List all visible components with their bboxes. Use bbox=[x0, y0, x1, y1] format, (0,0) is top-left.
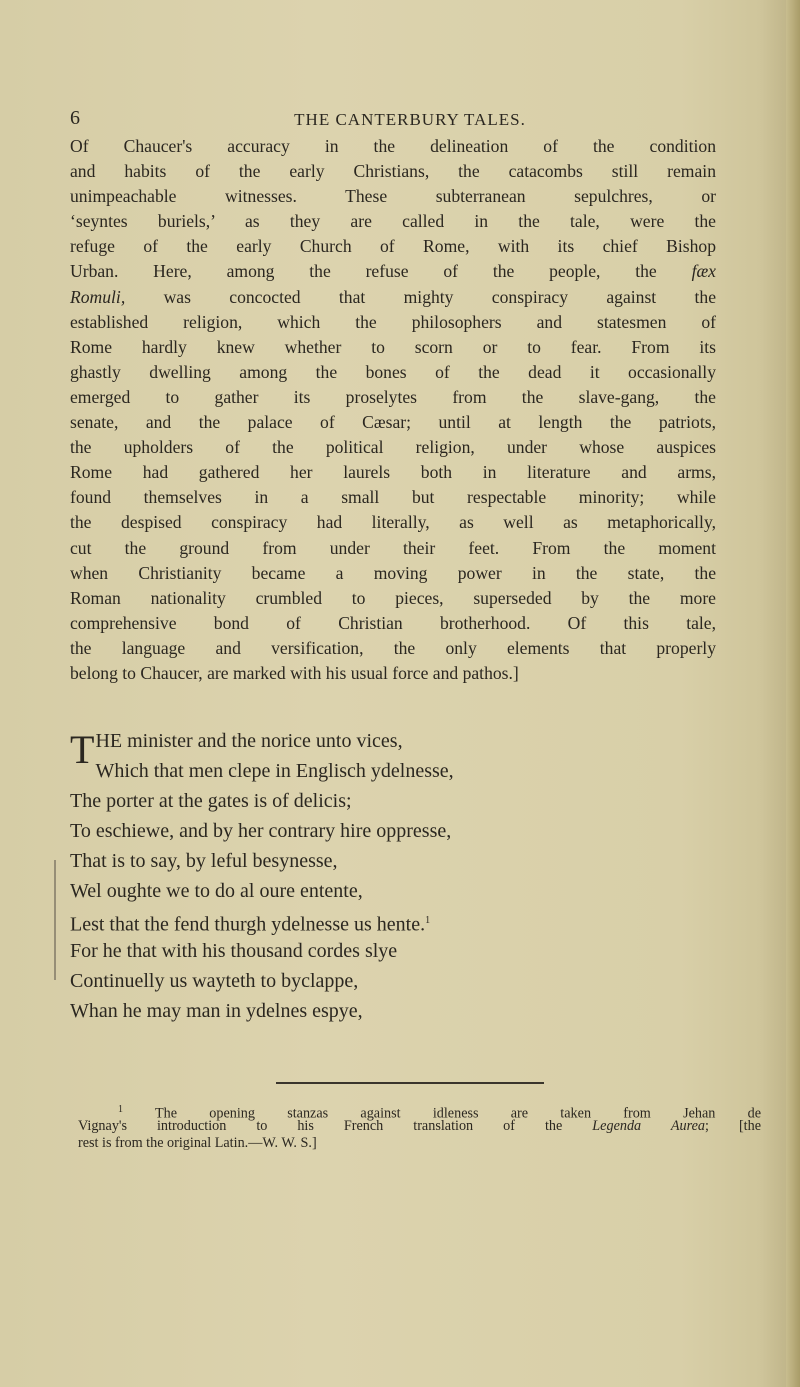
prose-line: and habits of the early Christians, the catacombs still remain bbox=[70, 161, 716, 182]
footnote-rule bbox=[276, 1082, 544, 1084]
prose-line: Roman nationality crumbled to pieces, superseded by the more bbox=[70, 587, 716, 608]
footnote-text: Vignay's introduction to his French translation of the bbox=[78, 1118, 593, 1134]
drop-cap: T bbox=[70, 727, 95, 772]
verse-line: That is to say, by leful besynesse, bbox=[70, 850, 338, 872]
prose-text: Urban. Here, among the refuse of the people, the bbox=[70, 261, 692, 282]
verse-line: Which that men clepe in Englisch ydelnesse, bbox=[95, 760, 454, 782]
prose-line: established religion, which the philosophers and statesmen of bbox=[70, 311, 716, 332]
page-number: 6 bbox=[70, 107, 81, 129]
prose-line bbox=[70, 259, 716, 284]
margin-mark bbox=[54, 860, 56, 980]
footnote-line bbox=[78, 1118, 761, 1135]
prose-line: refuge of the early Church of Rome, with its chief Bishop bbox=[70, 236, 716, 257]
footnote-line bbox=[118, 1101, 761, 1122]
footnote-text: ; [the bbox=[705, 1118, 762, 1134]
prose-line: the upholders of the political religion, under whose auspices bbox=[70, 437, 716, 458]
prose-line: when Christianity became a moving power in the state, the bbox=[70, 562, 716, 583]
prose-line: unimpeachable witnesses. These subterranean sepulchres, or bbox=[70, 186, 716, 207]
footnote-reference: 1 bbox=[425, 915, 431, 926]
verse-line: HE minister and the norice unto vices, bbox=[95, 730, 403, 752]
footnote-marker: 1 bbox=[118, 1104, 123, 1115]
verse-stanza bbox=[70, 726, 454, 1026]
prose-line: Rome hardly knew whether to scorn or to fear. From its bbox=[70, 336, 716, 357]
footnote bbox=[78, 1101, 762, 1152]
prose-line: Rome had gathered her laurels both in literature and arms, bbox=[70, 462, 716, 483]
prose-line: the despised conspiracy had literally, as well as metaphorically, bbox=[70, 512, 716, 533]
footnote-line: rest is from the original Latin.—W. W. S.] bbox=[78, 1135, 317, 1151]
prose-line: senate, and the palace of Cæsar; until at length the patriots, bbox=[70, 412, 716, 433]
verse-text: Lest that the fend thurgh ydelnesse us hente. bbox=[70, 913, 426, 936]
verse-line: Continuelly us wayteth to byclappe, bbox=[70, 970, 359, 992]
italic-text: Legenda Aurea bbox=[592, 1118, 706, 1134]
prose-line: belong to Chaucer, are marked with his usual force and pathos.] bbox=[70, 662, 519, 683]
prose-line: emerged to gather its proselytes from the slave-gang, the bbox=[70, 386, 716, 407]
verse-line: The porter at the gates is of delicis; bbox=[70, 790, 352, 812]
verse-line: To eschiewe, and by her contrary hire oppresse, bbox=[70, 820, 452, 842]
prose-line: ghastly dwelling among the bones of the dead it occasionally bbox=[70, 361, 716, 382]
prose-line bbox=[70, 285, 716, 310]
prose-line: comprehensive bond of Christian brotherhood. Of this tale, bbox=[70, 612, 716, 633]
verse-line: Whan he may man in ydelnes espye, bbox=[70, 1000, 363, 1022]
prose-line: Of Chaucer's accuracy in the delineation of the condition bbox=[70, 136, 716, 156]
page-edge bbox=[786, 0, 800, 1387]
verse-line bbox=[70, 906, 451, 936]
prose-line: found themselves in a small but respectable minority; while bbox=[70, 487, 716, 508]
introduction-paragraph bbox=[70, 134, 716, 686]
prose-line: ‘seyntes buriels,’ as they are called in the tale, were the bbox=[70, 211, 716, 232]
verse-line: For he that with his thousand cordes slye bbox=[70, 940, 398, 962]
italic-text: Romuli, bbox=[70, 286, 126, 307]
prose-line: the language and versification, the only elements that properly bbox=[70, 637, 716, 658]
footnote-text: The opening stanzas against idleness are taken from Jehan de bbox=[154, 1105, 761, 1122]
verse-line: Wel oughte we to do al oure entente, bbox=[70, 880, 363, 902]
prose-text: was concocted that mighty conspiracy against the bbox=[125, 286, 716, 307]
prose-line: cut the ground from under their feet. From the moment bbox=[70, 537, 716, 558]
running-title: THE CANTERBURY TALES. bbox=[294, 110, 526, 129]
italic-text: fæx bbox=[691, 261, 716, 282]
